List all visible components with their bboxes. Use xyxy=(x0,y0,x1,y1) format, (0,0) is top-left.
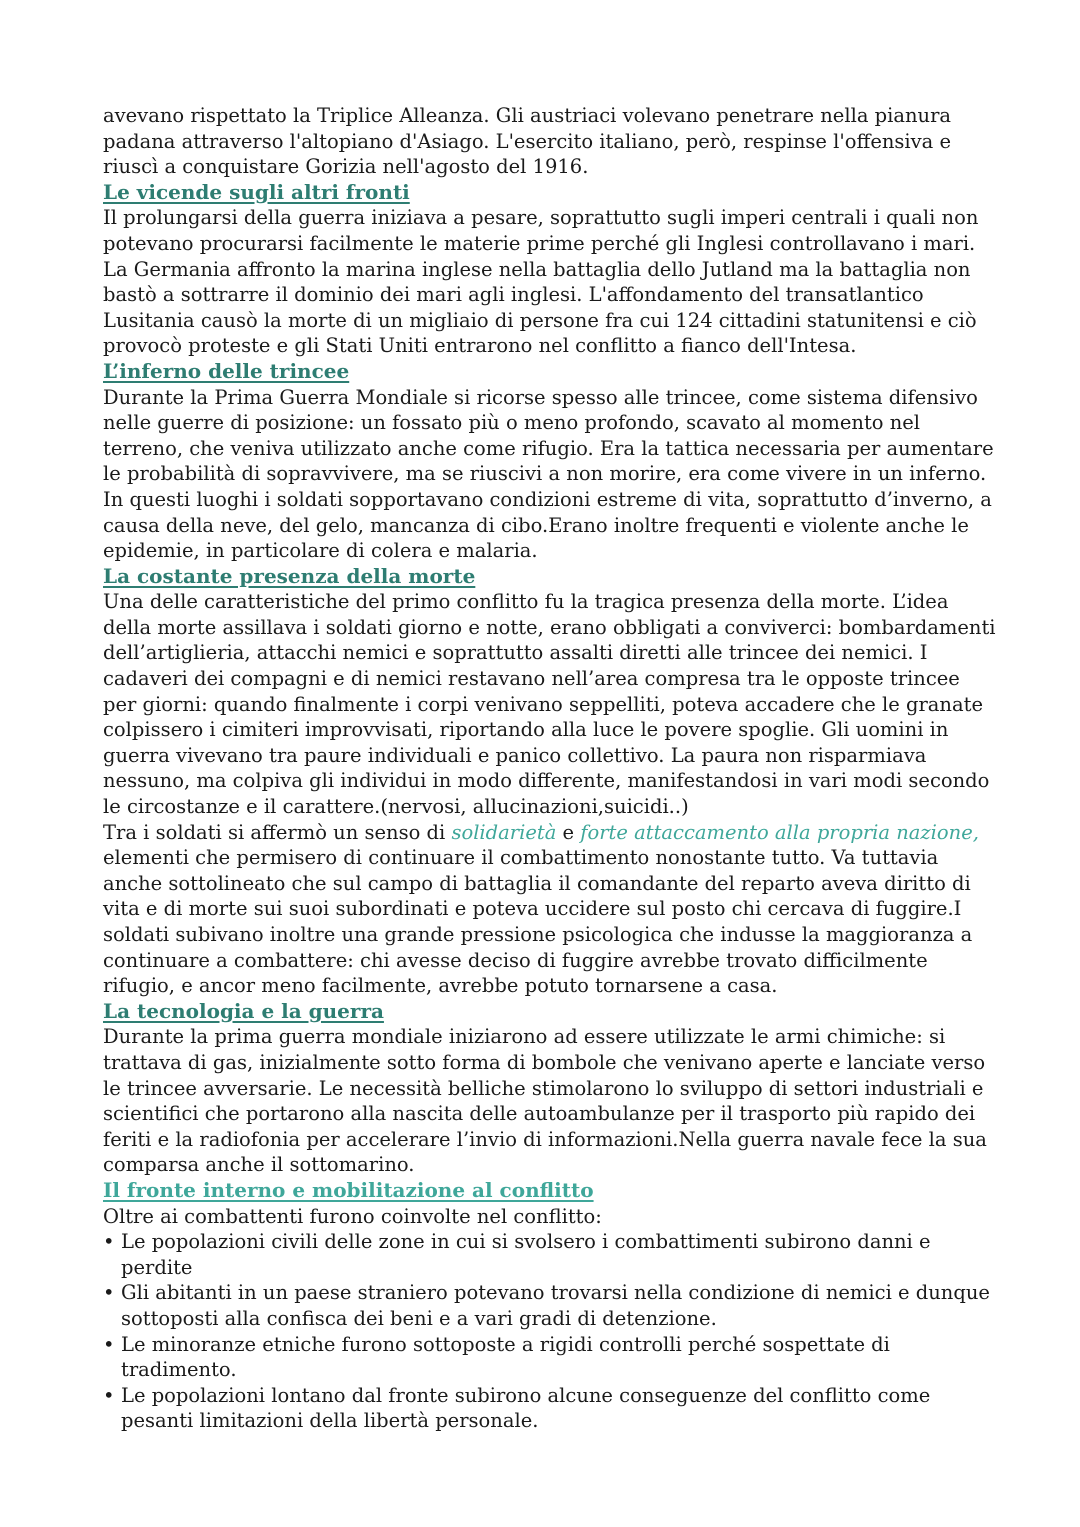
bullet-list xyxy=(103,1229,998,1434)
list-item: • Le popolazioni lontano dal fronte subirono alcune conseguenze del conflitto come pesanti limitazioni della libertà personale. xyxy=(103,1383,998,1434)
document-page xyxy=(103,103,998,1434)
paragraph-death-2-text-a: Tra i soldati si affermò un senso di xyxy=(103,820,452,844)
paragraph-death-2-text-b: e xyxy=(556,820,581,844)
paragraph-technology: Durante la prima guerra mondiale iniziarono ad essere utilizzate le armi chimiche: si trattava di gas, inizialmente sotto forma di bombole che venivano aperte e lanciate verso le trincee avversarie. Le necessità belliche stimolarono lo sviluppo di settori industriali e scientifici che portarono alla nascita delle autoambulanze per il trasporto più rapido dei feriti e la radiofonia per accelerare l’invio di informazioni.Nella guerra navale fece la sua comparsa anche il sottomarino. xyxy=(103,1025,987,1177)
list-item: • Gli abitanti in un paese straniero potevano trovarsi nella condizione di nemici e dunque sottoposti alla confisca dei beni e a vari gradi di detenzione. xyxy=(103,1280,998,1331)
section-heading-other-fronts: Le vicende sugli altri fronti xyxy=(103,179,410,204)
section-heading-technology: La tecnologia e la guerra xyxy=(103,998,384,1023)
paragraph-death-2 xyxy=(103,820,998,999)
paragraph-trenches-1: Durante la Prima Guerra Mondiale si ricorse spesso alle trincee, come sistema difensivo nelle guerre di posizione: un fossato più o meno profondo, scavato al momento nel terreno, che veniva utilizzato anche come rifugio. Era la tattica necessaria per aumentare le probabilità di sopravvivere, ma se riuscivi a non morire, era come vivere in un inferno. xyxy=(103,385,994,486)
section-heading-trenches: L’inferno delle trincee xyxy=(103,358,350,383)
emphasis-national-attachment: forte attaccamento alla propria nazione, xyxy=(580,820,979,844)
paragraph-trenches-2: In questi luoghi i soldati sopportavano condizioni estreme di vita, soprattutto d’inverno, a causa della neve, del gelo, mancanza di cibo.Erano inoltre frequenti e violente anche le epidemie, in particolare di colera e malaria. xyxy=(103,487,992,563)
intro-paragraph: avevano rispettato la Triplice Alleanza. Gli austriaci volevano penetrare nella pianura padana attraverso l'altopiano d'Asiago. L'esercito italiano, però, respinse l'offensiva e riuscì a conquistare Gorizia nell'agosto del 1916. xyxy=(103,104,952,179)
section-heading-home-front: Il fronte interno e mobilitazione al conflitto xyxy=(103,1177,594,1202)
paragraph-death-2-text-c: elementi che permisero di continuare il combattimento nonostante tutto. Va tuttavia anche sottolineato che sul campo di battaglia il comandante del reparto aveva diritto di vita e di morte sui suoi subordinati e poteva uccidere sul posto chi cercava di fuggire.I soldati subivano inoltre una grande pressione psicologica che indusse la maggioranza a continuare a combattere: chi avesse deciso di fuggire avrebbe trovato difficilmente rifugio, e ancor meno facilmente, avrebbe potuto tornarsene a casa. xyxy=(103,846,973,998)
list-item: • Le minoranze etniche furono sottoposte a rigidi controlli perché sospettate di tradimento. xyxy=(103,1332,998,1383)
section-heading-death: La costante presenza della morte xyxy=(103,563,476,588)
emphasis-solidarity: solidarietà xyxy=(451,820,557,844)
paragraph-other-fronts: Il prolungarsi della guerra iniziava a pesare, soprattutto sugli imperi centrali i quali non potevano procurarsi facilmente le materie prime perché gli Inglesi controllavano i mari. La Germania affronto la marina inglese nella battaglia dello Jutland ma la battaglia non bastò a sottrarre il dominio dei mari agli inglesi. L'affondamento del transatlantico Lusitania causò la morte di un migliaio di persone fra cui 124 cittadini statunitensi e ciò provocò proteste e gli Stati Uniti entrarono nel conflitto a fianco dell'Intesa. xyxy=(103,206,979,358)
paragraph-death-1: Una delle caratteristiche del primo conflitto fu la tragica presenza della morte. L’idea della morte assillava i soldati giorno e notte, erano obbligati a conviverci: bombardamenti dell’artiglieria, attacchi nemici e soprattutto assalti diretti alle trincee dei nemici. I cadaveri dei compagni e di nemici restavano nell’area compresa tra le opposte trincee per giorni: quando finalmente i corpi venivano seppelliti, poteva accadere che le granate colpissero i cimiteri improvvisati, riportando alla luce le povere spoglie. Gli uomini in guerra vivevano tra paure individuali e panico collettivo. La paura non risparmiava nessuno, ma colpiva gli individui in modo differente, manifestandosi in vari modi secondo le circostanze e il carattere.(nervosi, allucinazioni,suicidi..) xyxy=(103,590,996,819)
list-item: • Le popolazioni civili delle zone in cui si svolsero i combattimenti subirono danni e perdite xyxy=(103,1229,998,1280)
paragraph-home-front: Oltre ai combattenti furono coinvolte nel conflitto: xyxy=(103,1204,602,1228)
